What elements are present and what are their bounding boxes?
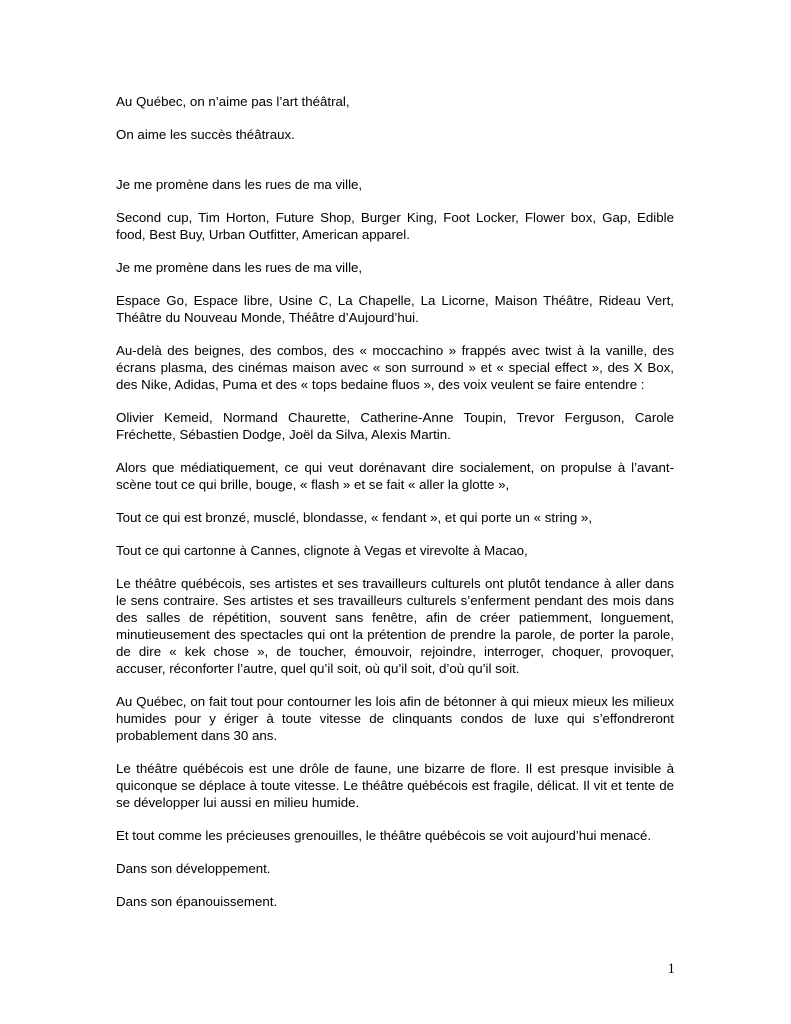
paragraph: Dans son épanouissement. bbox=[116, 894, 278, 909]
paragraph: Olivier Kemeid, Normand Chaurette, Catherine-Anne Toupin, Trevor Ferguson, Carole Fréchette, Sébastien Dodge, Joël da Silva, Alexis Martin. bbox=[116, 410, 674, 442]
page-number: 1 bbox=[667, 961, 675, 977]
paragraph: On aime les succès théâtraux. bbox=[116, 127, 295, 142]
paragraph: Le théâtre québécois est une drôle de faune, une bizarre de flore. Il est presque invisible à quiconque se déplace à toute vitesse. Le théâtre québécois est fragile, délicat. Il vit et tente de se développer lui aussi en milieu humide. bbox=[116, 761, 674, 810]
paragraph: Dans son développement. bbox=[116, 861, 271, 876]
paragraph: Second cup, Tim Horton, Future Shop, Burger King, Foot Locker, Flower box, Gap, Edible food, Best Buy, Urban Outfitter, American apparel. bbox=[116, 210, 674, 242]
paragraph: Le théâtre québécois, ses artistes et ses travailleurs culturels ont plutôt tendance à aller dans le sens contraire. Ses artistes et ses travailleurs culturels s’enferment pendant des mois dans des salles de répétition, souvent sans fenêtre, afin de créer patiemment, longuement, minutieusement des spectacles qui ont la prétention de prendre la parole, de porter la parole, de dire « kek chose », de toucher, émouvoir, rejoindre, interroger, choquer, provoquer, accuser, réconforter l’autre, quel qu’il soit, où qu’il soit, d’où qu’il soit. bbox=[116, 576, 674, 676]
paragraph: Et tout comme les précieuses grenouilles, le théâtre québécois se voit aujourd’hui menacé. bbox=[116, 828, 652, 843]
paragraph: Au Québec, on fait tout pour contourner les lois afin de bétonner à qui mieux mieux les milieux humides pour y ériger à toute vitesse de clinquants condos de luxe qui s’effondreront probablement dans 30 ans. bbox=[116, 694, 674, 743]
paragraph: Espace Go, Espace libre, Usine C, La Chapelle, La Licorne, Maison Théâtre, Rideau Vert, Théâtre du Nouveau Monde, Théâtre d’Aujourd’hui. bbox=[116, 293, 674, 325]
paragraph: Alors que médiatiquement, ce qui veut dorénavant dire socialement, on propulse à l’avant-scène tout ce qui brille, bouge, « flash » et se fait « aller la glotte », bbox=[116, 460, 674, 492]
paragraph: Je me promène dans les rues de ma ville, bbox=[116, 260, 363, 275]
paragraph: Au-delà des beignes, des combos, des « moccachino » frappés avec twist à la vanille, des écrans plasma, des cinémas maison avec « son surround » et « special effect », des X Box, des Nike, Adidas, Puma et des « tops bedaine fluos », des voix veulent se faire entendre : bbox=[116, 343, 674, 392]
document-body bbox=[116, 93, 674, 926]
paragraph: Tout ce qui cartonne à Cannes, clignote à Vegas et virevolte à Macao, bbox=[116, 543, 528, 558]
paragraph: Au Québec, on n’aime pas l’art théâtral, bbox=[116, 94, 350, 109]
paragraph: Tout ce qui est bronzé, musclé, blondasse, « fendant », et qui porte un « string », bbox=[116, 510, 593, 525]
paragraph: Je me promène dans les rues de ma ville, bbox=[116, 177, 363, 192]
